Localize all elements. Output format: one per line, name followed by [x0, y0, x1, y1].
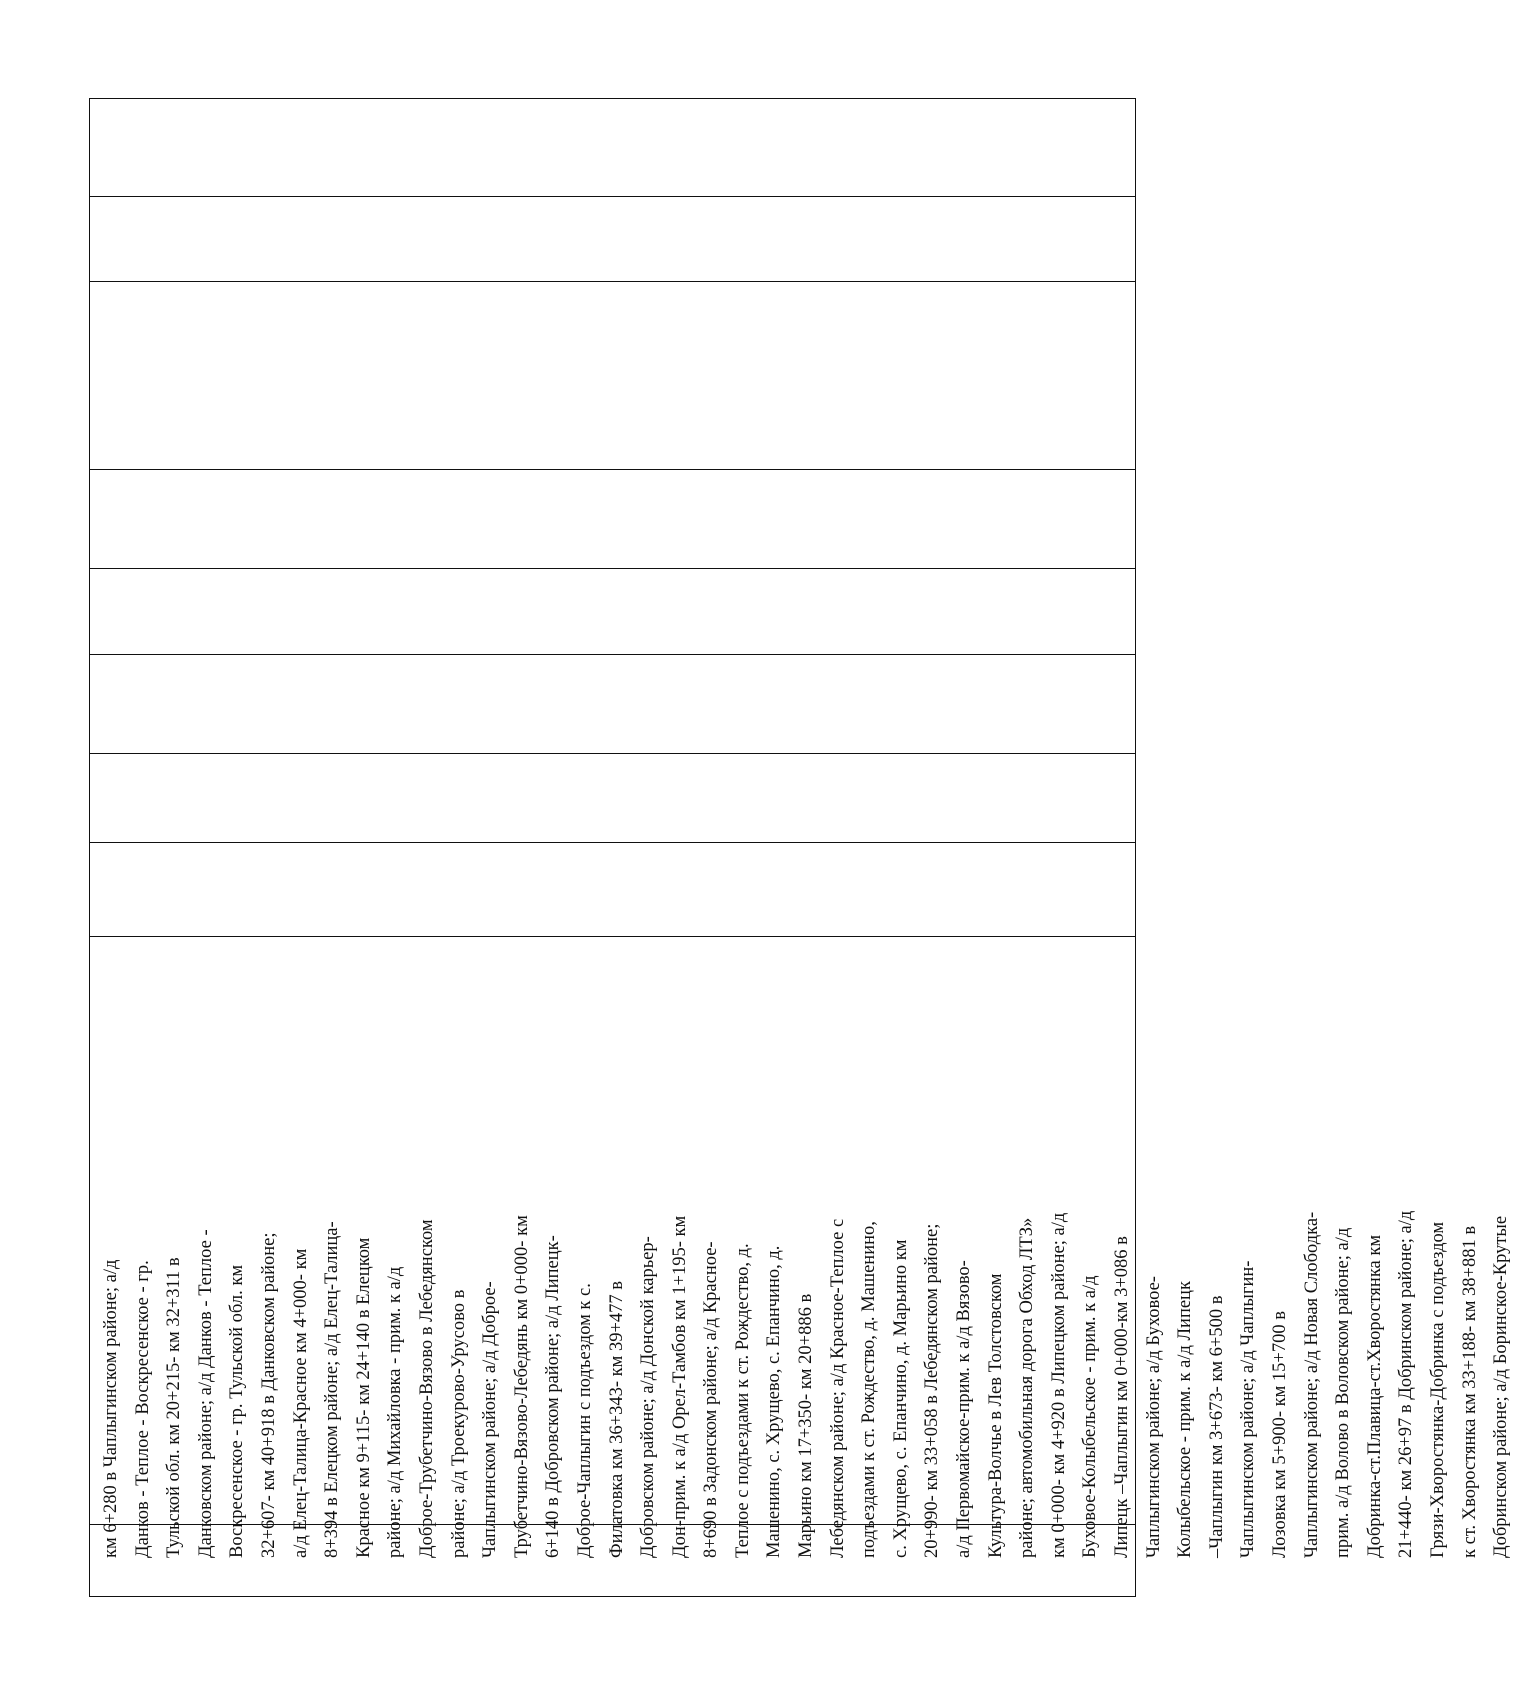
- text-line: Культура-Волчье в Лев Толстовском: [985, 1273, 1006, 1558]
- text-line: районе; автомобильная дорога Обход ЛТЗ»: [1017, 1217, 1038, 1558]
- text-line: Чаплыгинском районе; а/д Чаплыгин-: [1238, 1260, 1259, 1558]
- text-line: Грязи-Хворостянка-Добринка с подъездом: [1427, 1221, 1448, 1558]
- text-line: а/д Первомайское-прим. к а/д Вязово-: [954, 1260, 975, 1558]
- text-line: районе; а/д Троекурово-Урусово в: [448, 1289, 469, 1558]
- text-line: 8+394 в Елецком районе; а/д Елец-Талица-: [322, 1221, 343, 1558]
- text-line: 20+990- км 33+058 в Лебедянском районе;: [922, 1223, 943, 1558]
- text-line: Буховое-Колыбельское - прим. к а/д: [1080, 1275, 1101, 1558]
- text-line: Машенино, с. Хрущево, с. Епанчино, д.: [764, 1245, 785, 1558]
- text-line: Чаплыгинском районе; а/д Доброе-: [480, 1281, 501, 1558]
- row-divider: [90, 753, 1135, 754]
- text-line: Данков - Теплое - Воскресенское - гр.: [132, 1260, 153, 1558]
- text-line: Добринском районе; а/д Боринское-Крутые: [1491, 1215, 1512, 1558]
- text-line: Добровском районе; а/д Донской карьер-: [638, 1236, 659, 1558]
- text-line: Лебедянском районе; а/д Красное-Теплое с: [827, 1218, 848, 1558]
- row-divider: [90, 196, 1135, 197]
- row-divider: [90, 568, 1135, 569]
- text-line: Липецк –Чаплыгин км 0+000-км 3+086 в: [1112, 1236, 1132, 1558]
- text-line: с. Хрущево, с. Епанчино, д. Марьино км: [890, 1239, 911, 1558]
- text-line: подъездами к ст. Рождество, д. Машенино,: [859, 1221, 880, 1558]
- text-line: 32+607- км 40+918 в Данковском районе;: [258, 1232, 279, 1558]
- text-line: Тульской обл. км 20+215- км 32+311 в: [164, 1257, 185, 1558]
- text-line: 6+140 в Добровском районе; а/д Липецк-: [543, 1235, 564, 1558]
- text-line: Данковском районе; а/д Данков - Теплое -: [195, 1229, 216, 1558]
- text-line: Доброе-Чаплыгин с подъездом к с.: [574, 1283, 595, 1558]
- row-divider: [90, 469, 1135, 470]
- text-line: км 0+000- км 4+920 в Липецком районе; а/д: [1048, 1212, 1069, 1558]
- text-line: Теплое с подъездами к ст. Рождество, д.: [732, 1243, 753, 1558]
- text-line: Филатовка км 36+343- км 39+477 в: [606, 1280, 627, 1558]
- row-divider: [90, 654, 1135, 655]
- text-line: прим. а/д Волово в Воловском районе; а/д: [1333, 1227, 1354, 1558]
- text-line: 8+690 в Задонском районе; а/д Красное-: [701, 1241, 722, 1558]
- text-line: Доброе-Трубетчино-Вязово в Лебедянском: [416, 1219, 437, 1558]
- text-line: к ст. Хворостянка км 33+188- км 38+881 в: [1459, 1225, 1480, 1558]
- text-line: Дон-прим. к а/д Орел-Тамбов км 1+195- км: [669, 1215, 690, 1558]
- text-line: Воскресенское - гр. Тульской обл. км: [227, 1264, 248, 1558]
- text-line: Марьино км 17+350- км 20+886 в: [796, 1293, 817, 1558]
- text-line: Добринка-ст.Плавица-ст.Хворостянка км: [1364, 1234, 1385, 1558]
- rotated-cell-text: [96, 934, 1512, 1558]
- row-divider: [90, 842, 1135, 843]
- text-line: 21+440- км 26+97 в Добринском районе; а/д: [1396, 1210, 1417, 1558]
- text-line: км 6+280 в Чаплыгинском районе; а/д: [101, 1259, 121, 1558]
- text-line: Чаплыгинском районе; а/д Буховое-: [1143, 1276, 1164, 1558]
- text-line: –Чаплыгин км 3+673- км 6+500 в: [1206, 1295, 1227, 1558]
- row-divider: [90, 281, 1135, 282]
- text-line: а/д Елец-Талица-Красное км 4+000- км: [290, 1248, 311, 1558]
- text-line: Трубетчино-Вязово-Лебедянь км 0+000- км: [511, 1215, 532, 1558]
- text-line: Чаплыгинском районе; а/д Новая Слободка-: [1301, 1211, 1322, 1558]
- text-line: Красное км 9+115- км 24+140 в Елецком: [353, 1237, 374, 1558]
- text-line: Лозовка км 5+900- км 15+700 в: [1269, 1311, 1290, 1558]
- text-line: районе; а/д Михайловка - прим. к а/д: [385, 1266, 406, 1558]
- text-line: Колыбельское - прим. к а/д Липецк: [1175, 1281, 1196, 1558]
